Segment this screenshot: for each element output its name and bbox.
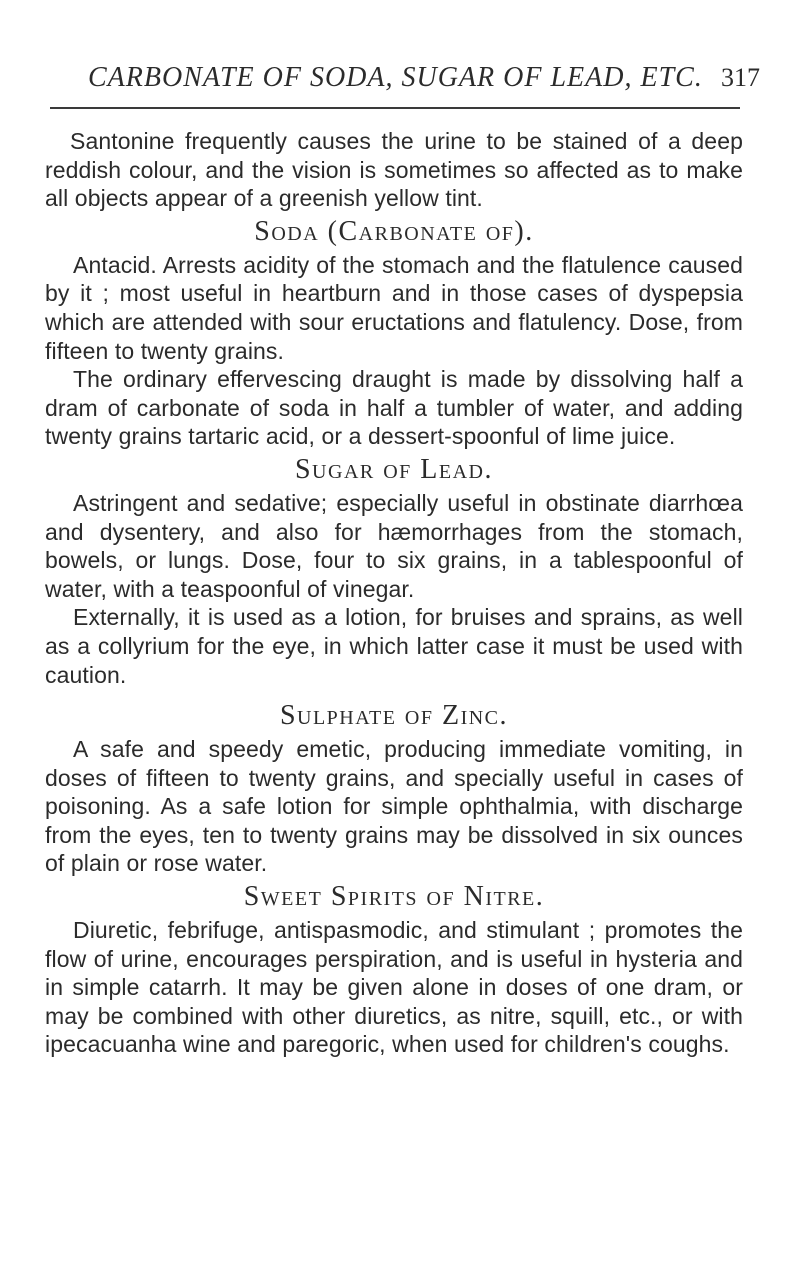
header-rule xyxy=(50,107,740,109)
heading-sweet-spirits-of-nitre: Sweet Spirits of Nitre. xyxy=(243,881,545,913)
text-column xyxy=(45,127,743,1059)
page-number: 317 xyxy=(721,63,760,92)
paragraph-lead-1: Astringent and sedative; especially useful in obstinate diarrhœa and dysentery, and also for hæmorrhages from the stomach, bowels, or lungs. Dose, four to six grains, in a tablespoonful of water, with a teaspoonful of vinegar. xyxy=(45,489,743,602)
running-head xyxy=(88,60,760,100)
heading-soda: Soda (Carbonate of). xyxy=(254,215,534,247)
paragraph-soda-1: Antacid. Arrests acidity of the stomach and the flatulence caused by it ; most useful in heartburn and in those cases of dyspepsia which are attended with sour eructations and flatulency. Dose, from fifteen to twenty grains. xyxy=(45,251,743,364)
heading-sugar-of-lead: Sugar of Lead. xyxy=(294,453,493,485)
paragraph-zinc: A safe and speedy emetic, producing immediate vomiting, in doses of fifteen to twenty grains, and specially useful in cases of poisoning. As a safe lotion for simple ophthalmia, with discharge from the eyes, ten to twenty grains may be dissolved in six ounces of plain or rose water. xyxy=(45,736,743,877)
paragraph-santonine: Santonine frequently causes the urine to be stained of a deep reddish colour, and the vision is sometimes so affected as to make all objects appear of a greenish yellow tint. xyxy=(45,128,743,212)
running-title: CARBONATE OF SODA, SUGAR OF LEAD, ETC. xyxy=(88,62,703,93)
paragraph-soda-2: The ordinary effervescing draught is made by dissolving half a dram of carbonate of soda in half a tumbler of water, and adding twenty grains tartaric acid, or a dessert-spoonful of lime juice. xyxy=(45,366,743,450)
paragraph-lead-2: Externally, it is used as a lotion, for bruises and sprains, as well as a collyrium for the eye, in which latter case it must be used with caution. xyxy=(45,604,743,688)
paragraph-nitre: Diuretic, febrifuge, antispasmodic, and stimulant ; promotes the flow of urine, encourages perspiration, and is useful in hysteria and in simple catarrh. It may be given alone in doses of one dram, or may be combined with other diuretics, as nitre, squill, etc., or with ipecacuanha wine and paregoric, when used for children's coughs. xyxy=(45,917,743,1058)
heading-sulphate-of-zinc: Sulphate of Zinc. xyxy=(279,700,509,732)
